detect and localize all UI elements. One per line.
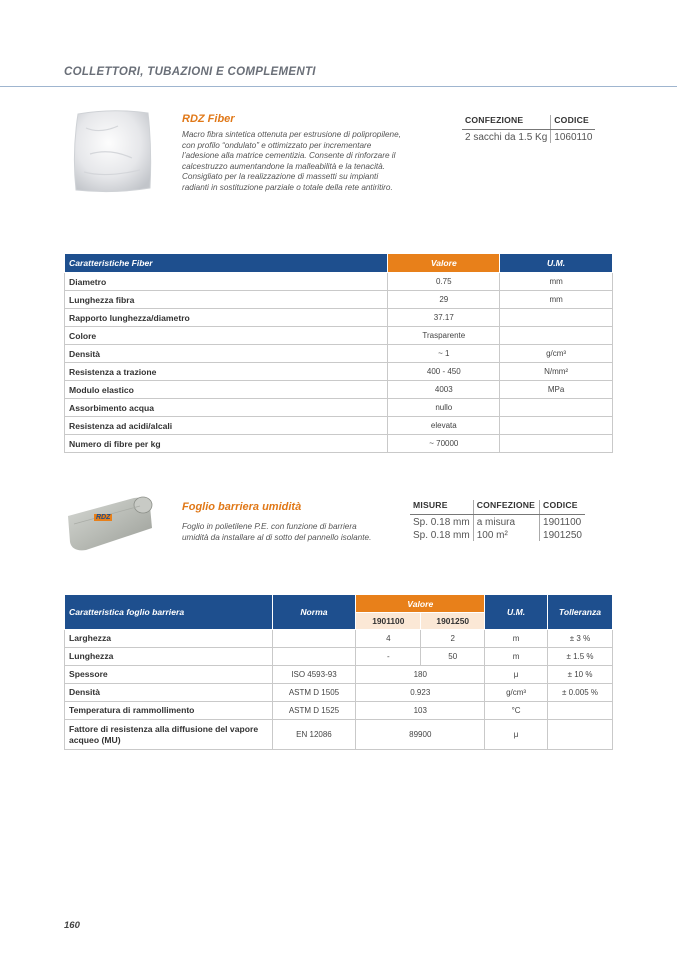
order-cell: 1060110 <box>551 130 596 144</box>
spec-label: Densità <box>65 684 273 702</box>
order-cell: 1901250 <box>540 528 585 541</box>
table-row <box>65 381 613 399</box>
spec-unit <box>500 417 613 435</box>
spec-tolerance: ± 1.5 % <box>548 648 613 666</box>
order-cell: 100 m² <box>473 528 539 541</box>
specs-header-um: U.M. <box>500 254 613 273</box>
specs-header-um: U.M. <box>485 595 548 630</box>
spec-label: Fattore di resistenza alla diffusione del vapore acqueo (MU) <box>65 720 273 750</box>
table-row <box>65 684 613 702</box>
spec-label: Larghezza <box>65 630 273 648</box>
table-row <box>65 648 613 666</box>
table-row <box>65 327 613 345</box>
spec-label: Lunghezza fibra <box>65 291 388 309</box>
spec-tolerance: ± 3 % <box>548 630 613 648</box>
product-description: Foglio in polietilene P.E. con funzione di barriera umidità da installare al di sotto del pannello isolante. <box>182 522 372 542</box>
spec-label: Modulo elastico <box>65 381 388 399</box>
spec-label: Rapporto lunghezza/diametro <box>65 309 388 327</box>
page-number: 160 <box>64 920 80 931</box>
spec-norma <box>272 648 356 666</box>
table-row <box>65 435 613 453</box>
order-cell: 1901100 <box>540 515 585 529</box>
spec-value-1901250: 2 <box>421 630 485 648</box>
specs-header-code-2: 1901250 <box>421 613 485 630</box>
spec-value: 89900 <box>356 720 485 750</box>
membrane-roll-icon <box>64 494 156 552</box>
specs-table <box>64 594 613 750</box>
table-row <box>65 273 613 291</box>
table-row <box>65 291 613 309</box>
spec-unit <box>500 435 613 453</box>
spec-value: elevata <box>388 417 500 435</box>
product-title: Foglio barriera umidità <box>182 501 302 513</box>
section-divider <box>0 86 677 87</box>
order-cell: a misura <box>473 515 539 529</box>
table-row <box>65 417 613 435</box>
order-row <box>410 528 585 541</box>
order-table <box>410 500 585 541</box>
spec-label: Assorbimento acqua <box>65 399 388 417</box>
spec-tolerance <box>548 702 613 720</box>
spec-value: ~ 70000 <box>388 435 500 453</box>
table-row <box>65 363 613 381</box>
table-row <box>65 399 613 417</box>
spec-value-1901100: - <box>356 648 421 666</box>
spec-unit: °C <box>485 702 548 720</box>
spec-value: nullo <box>388 399 500 417</box>
spec-label: Diametro <box>65 273 388 291</box>
specs-header-value: Valore <box>356 595 485 613</box>
spec-unit <box>500 399 613 417</box>
table-row <box>65 720 613 750</box>
spec-value: 37.17 <box>388 309 500 327</box>
spec-unit: MPa <box>500 381 613 399</box>
spec-norma <box>272 630 356 648</box>
spec-norma: EN 12086 <box>272 720 356 750</box>
spec-norma: ASTM D 1505 <box>272 684 356 702</box>
brand-logo: RDZ <box>96 514 111 521</box>
spec-unit: m <box>485 630 548 648</box>
product-description: Macro fibra sintetica ottenuta per estrusione di polipropilene, con profilo “ondulato” e ottimizzato per incrementare l’adesione alla matrice cementizia. Consente di rinforzare il calcestruzzo aumentandone la malleabilità e la tenacità. Consigliato per la realizzazione di massetti su impianti radianti in sostituzione parziale o totale della rete antiritiro. <box>182 130 401 192</box>
table-row <box>65 702 613 720</box>
spec-norma: ASTM D 1525 <box>272 702 356 720</box>
spec-value: 29 <box>388 291 500 309</box>
spec-unit: m <box>485 648 548 666</box>
spec-value: ~ 1 <box>388 345 500 363</box>
specs-header-code-1: 1901100 <box>356 613 421 630</box>
specs-header-tolerance: Tolleranza <box>548 595 613 630</box>
order-header: CODICE <box>540 500 585 515</box>
order-table <box>462 115 595 143</box>
spec-label: Densità <box>65 345 388 363</box>
specs-header-norma: Norma <box>272 595 356 630</box>
spec-value: 0.75 <box>388 273 500 291</box>
specs-header-label: Caratteristiche Fiber <box>65 254 388 273</box>
spec-unit <box>500 327 613 345</box>
product-title: RDZ Fiber <box>182 113 235 125</box>
table-row <box>65 345 613 363</box>
spec-value-1901100: 4 <box>356 630 421 648</box>
order-row <box>462 130 595 144</box>
spec-unit: N/mm² <box>500 363 613 381</box>
spec-tolerance: ± 10 % <box>548 666 613 684</box>
spec-tolerance <box>548 720 613 750</box>
spec-norma: ISO 4593-93 <box>272 666 356 684</box>
spec-label: Numero di fibre per kg <box>65 435 388 453</box>
spec-value: 4003 <box>388 381 500 399</box>
order-header: CONFEZIONE <box>473 500 539 515</box>
section-title: COLLETTORI, TUBAZIONI E COMPLEMENTI <box>64 66 316 78</box>
spec-label: Temperatura di rammollimento <box>65 702 273 720</box>
order-header: CONFEZIONE <box>462 115 551 130</box>
order-cell: Sp. 0.18 mm <box>413 517 470 528</box>
spec-unit: g/cm³ <box>485 684 548 702</box>
table-row <box>65 309 613 327</box>
table-row <box>65 666 613 684</box>
spec-value: Trasparente <box>388 327 500 345</box>
spec-value: 103 <box>356 702 485 720</box>
spec-unit <box>500 309 613 327</box>
specs-header-label: Caratteristica foglio barriera <box>65 595 273 630</box>
spec-unit: mm <box>500 273 613 291</box>
spec-label: Spessore <box>65 666 273 684</box>
spec-value: 400 - 450 <box>388 363 500 381</box>
spec-label: Colore <box>65 327 388 345</box>
spec-value-1901250: 50 <box>421 648 485 666</box>
specs-table <box>64 253 613 453</box>
order-header: CODICE <box>551 115 596 130</box>
order-row <box>410 515 585 529</box>
spec-label: Resistenza a trazione <box>65 363 388 381</box>
order-header: MISURE <box>410 500 473 515</box>
spec-label: Resistenza ad acidi/alcali <box>65 417 388 435</box>
spec-label: Lunghezza <box>65 648 273 666</box>
order-cell: Sp. 0.18 mm <box>413 530 470 541</box>
spec-unit: mm <box>500 291 613 309</box>
specs-header-value: Valore <box>388 254 500 273</box>
fiber-bag-icon <box>70 108 154 194</box>
table-row <box>65 630 613 648</box>
spec-value: 180 <box>356 666 485 684</box>
spec-unit: g/cm³ <box>500 345 613 363</box>
spec-value: 0.923 <box>356 684 485 702</box>
spec-tolerance: ± 0.005 % <box>548 684 613 702</box>
spec-unit: μ <box>485 720 548 750</box>
spec-unit: μ <box>485 666 548 684</box>
order-cell: 2 sacchi da 1.5 Kg <box>465 132 548 143</box>
